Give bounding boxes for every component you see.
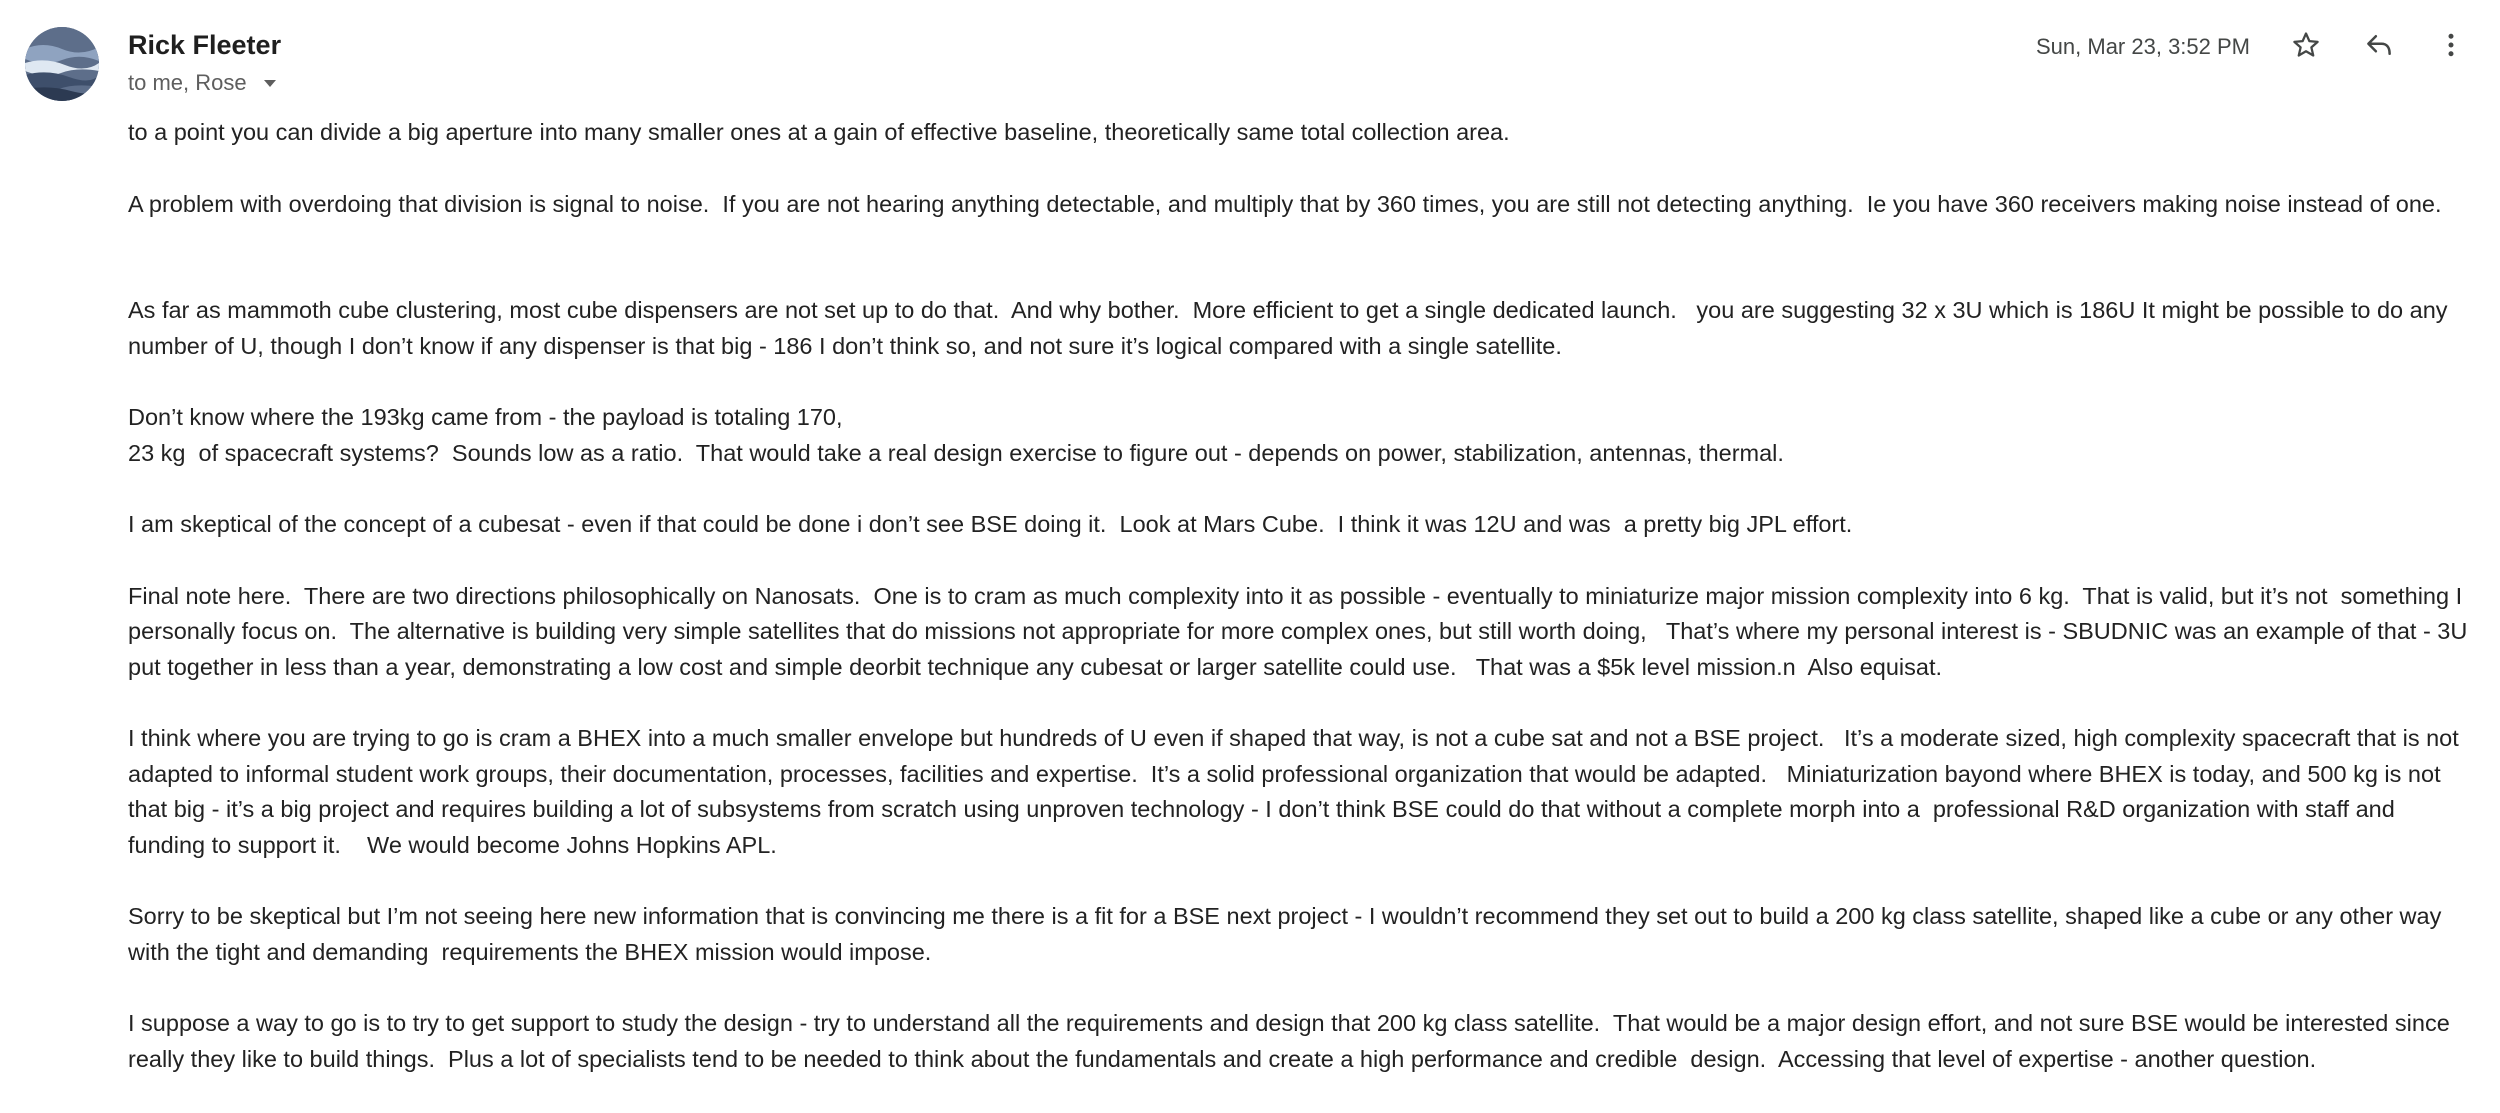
caret-down-icon[interactable]	[259, 72, 281, 94]
body-paragraph: As far as mammoth cube clustering, most cube dispensers are not set up to do that. And why bother. More efficient to get a single dedicated launch. you are suggesting 32 x 3U which is 186U It might be possible to do any number of U, though I don’t know if any dispenser is that big - 186 I don’t think so, and not sure it’s logical compared with a single satellite.	[128, 297, 2455, 359]
reply-icon	[2364, 30, 2394, 65]
body-paragraph: A problem with overdoing that division is signal to noise. If you are not hearing anything detectable, and multiply that by 360 times, you are still not detecting anything. Ie you have 360 receivers making noise instead of one.	[128, 190, 2442, 217]
body-paragraph: Final note here. There are two directions philosophically on Nanosats. One is to cram as much complexity into it as possible - eventually to miniaturize major mission complexity into 6 kg. That is valid, but it’s not something I personally focus on. The alternative is building very simple satellites that do missions not appropriate for more complex ones, but still worth doing, That’s where my personal interest is - SBUDNIC was an example of that - 3U put together in less than a year, demonstrating a low cost and simple deorbit technique any cubesat or larger satellite could use. That was a $5k level mission.n Also equisat.	[128, 582, 2474, 680]
body-paragraph: I suppose a way to go is to try to get support to study the design - try to understand all the requirements and design that 200 kg class satellite. That would be a major design effort, and not sure BSE would be interested since really they like to build things. Plus a lot of specialists tend to be needed to think about the fundamentals and create a high performance and credible design. Accessing that level of expertise - another question.	[128, 1010, 2457, 1072]
sender-name[interactable]: Rick Fleeter	[128, 30, 282, 60]
reply-button[interactable]	[2356, 24, 2402, 70]
more-vert-icon	[2436, 30, 2466, 65]
body-paragraph: Don’t know where the 193kg came from - the payload is totaling 170, 23 kg of spacecraft systems? Sounds low as a ratio. That would take a real design exercise to figure out - depends on power, stabilization, antennas, thermal.	[128, 404, 1784, 466]
body-paragraph: I think where you are trying to go is cram a BHEX into a much smaller envelope but hundreds of U even if shaped that way, is not a cube sat and not a BSE project. It’s a moderate sized, high complexity spacecraft that is not adapted to informal student work groups, their documentation, processes, facilities and expertise. It’s a solid professional organization that would be adapted. Miniaturization bayond where BHEX is today, and 500 kg is not that big - it’s a big project and requires building a lot of subsystems from scratch using unproven technology - I don’t think BSE could do that without a complete morph into a professional R&D organization with staff and funding to support it. We would become Johns Hopkins APL.	[128, 725, 2466, 858]
body-paragraph: Sorry to be skeptical but I’m not seeing here new information that is convincing me there is a fit for a BSE next project - I wouldn’t recommend they set out to build a 200 kg class satellite, shaped like a cube or any other way with the tight and demanding requirements the BHEX mission would impose.	[128, 903, 2448, 965]
message-date: Sun, Mar 23, 3:52 PM	[2036, 34, 2250, 59]
recipients-text: to me, Rose	[128, 70, 247, 95]
star-button[interactable]	[2283, 24, 2329, 70]
body-paragraph: I am skeptical of the concept of a cubesat - even if that could be done i don’t see BSE doing it. Look at Mars Cube. I think it was 12U and was a pretty big JPL effort.	[128, 511, 1853, 537]
body-paragraph: to a point you can divide a big aperture into many smaller ones at a gain of effective baseline, theoretically same total collection area.	[128, 119, 1510, 145]
more-options-button[interactable]	[2428, 24, 2474, 70]
avatar-image	[25, 27, 99, 101]
sender-avatar[interactable]	[25, 27, 99, 101]
recipients-line	[128, 68, 281, 98]
message-body	[128, 115, 2473, 1113]
star-icon	[2291, 30, 2321, 65]
